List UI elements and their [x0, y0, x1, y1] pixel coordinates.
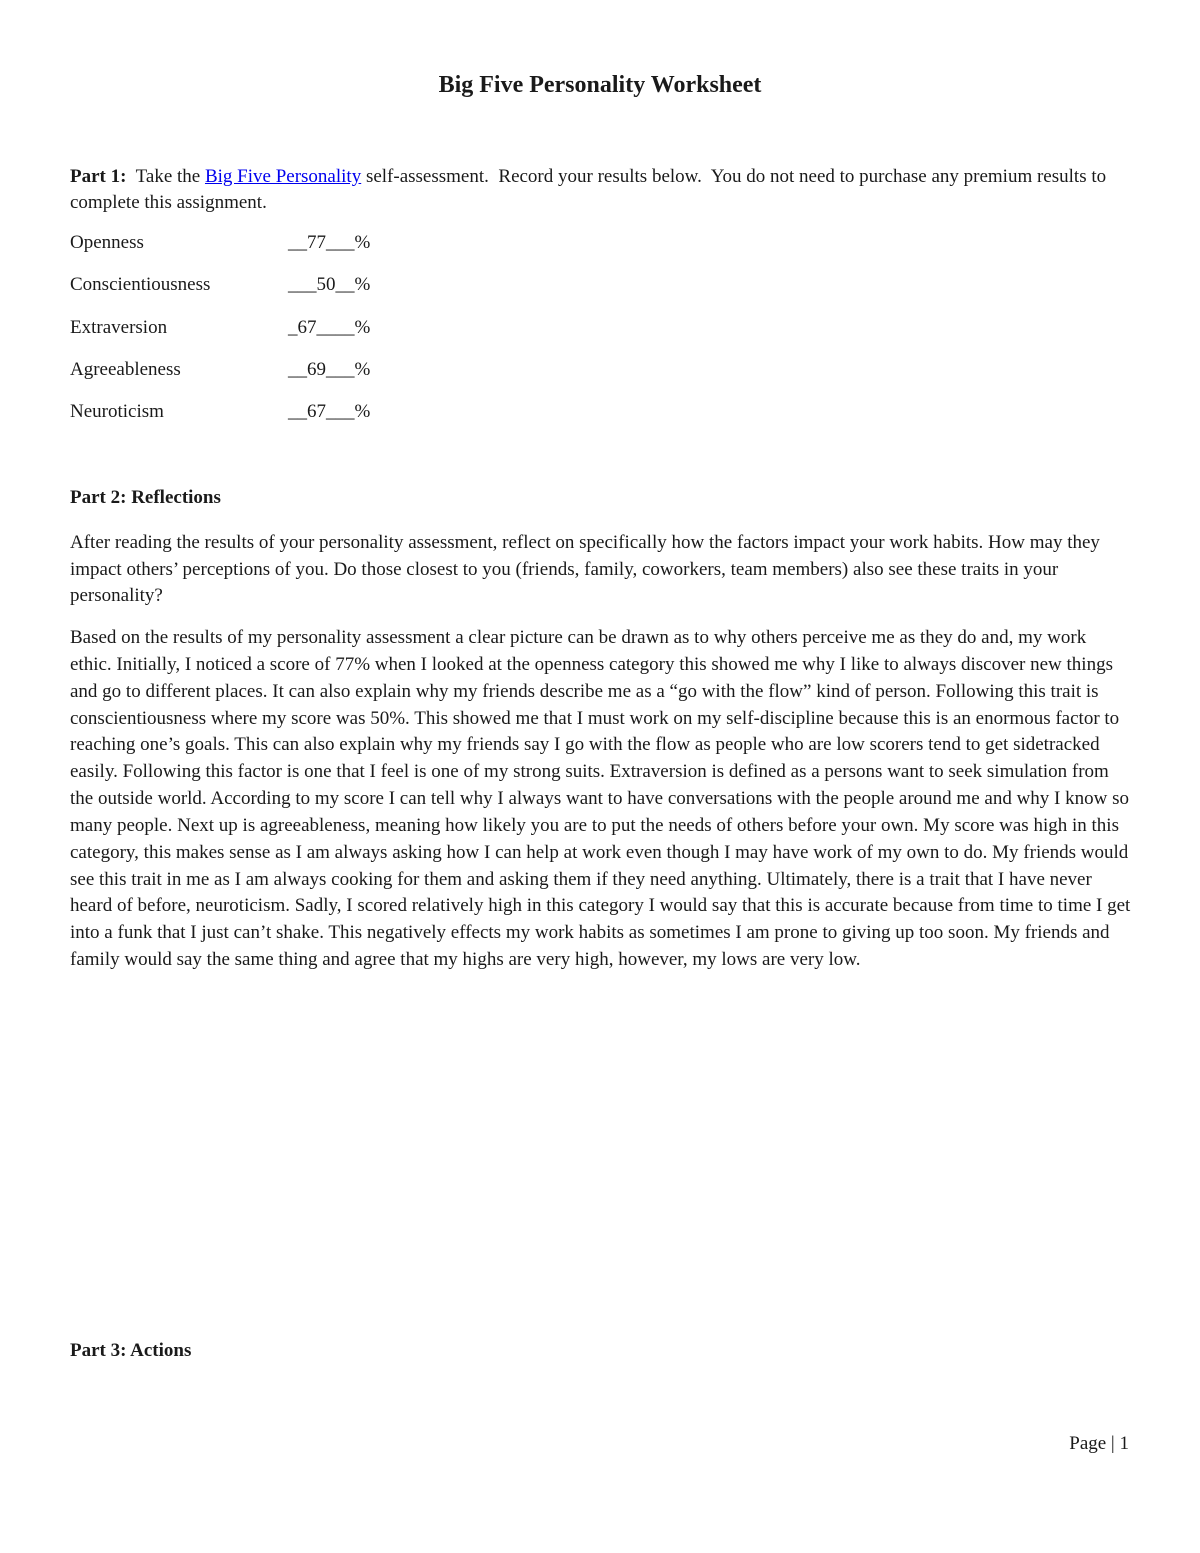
page-number: Page | 1 — [1069, 1433, 1129, 1454]
trait-score: _67____% — [288, 316, 371, 338]
page-title: Big Five Personality Worksheet — [438, 72, 762, 98]
trait-score: ___50__% — [288, 274, 371, 296]
trait-score: __69___% — [288, 358, 371, 380]
part1-label: Part 1: — [70, 166, 127, 187]
scores-list — [70, 232, 370, 443]
trait-label: Conscientiousness — [70, 274, 211, 296]
reflection-answer: Based on the results of my personality assessment a clear picture can be drawn as to why others perceive me as they do and, my work ethic. Initially, I noticed a score of 77% when I looked at the openness category this showed me why I like to always discover new things and go to different places. It can also explain why my friends describe me as a “go with the flow” kind of person. Following this trait is conscientiousness where my score was 50%. This showed me that I must work on my self-discipline because this is an enormous factor to reaching one’s goals. This can also explain why my friends say I go with the flow as people who are low scorers tend to get sidetracked easily. Following this factor is one that I feel is one of my strong suits. Extraversion is defined as a persons want to seek simulation from the outside world. According to my score I can tell why I always want to have conversations with the people around me and why I know so many people. Next up is agreeableness, meaning how likely you are to put the needs of others before your own. My score was high in this category, this makes sense as I am always asking how I can help at work even though I may have work of my own to do. My friends would see this trait in me as I am always cooking for them and asking them if they need anything. Ultimately, there is a trait that I have never heard of before, neuroticism. Sadly, I scored relatively high in this category I would say that this is accurate because from time to time I get into a funk that I just can’t shake. This negatively effects my work habits as sometimes I am prone to giving up too soon. My friends and family would say the same thing and agree that my highs are very high, however, my lows are very low. — [70, 627, 1131, 971]
score-row-agreeableness — [70, 359, 370, 401]
score-row-conscientiousness — [70, 274, 370, 316]
trait-label: Openness — [70, 232, 144, 253]
part3-heading: Part 3: Actions — [70, 1340, 192, 1361]
trait-score: __67___% — [288, 401, 371, 423]
trait-label: Extraversion — [70, 316, 168, 338]
score-row-neuroticism — [70, 401, 370, 443]
part1-text-before-link: Take the — [126, 166, 205, 187]
trait-score: __77___% — [288, 232, 371, 253]
score-row-openness — [70, 232, 370, 274]
part1-instructions — [70, 164, 1130, 216]
reflection-prompt: After reading the results of your personality assessment, reflect on specifically how the factors impact your work habits. How may they impact others’ perceptions of you. Do those closest to you (friends, family, coworkers, team members) also see these traits in your personality? — [70, 532, 1100, 607]
big-five-personality-link[interactable]: Big Five Personality — [204, 166, 362, 187]
trait-label: Agreeableness — [70, 358, 181, 380]
trait-label: Neuroticism — [70, 401, 164, 423]
part1-text-after-link: self-assessment. Record your results below. You do not need to purchase any premium results to complete this assignment. — [70, 166, 1111, 213]
part2-heading: Part 2: Reflections — [70, 487, 221, 508]
score-row-extraversion — [70, 317, 370, 359]
